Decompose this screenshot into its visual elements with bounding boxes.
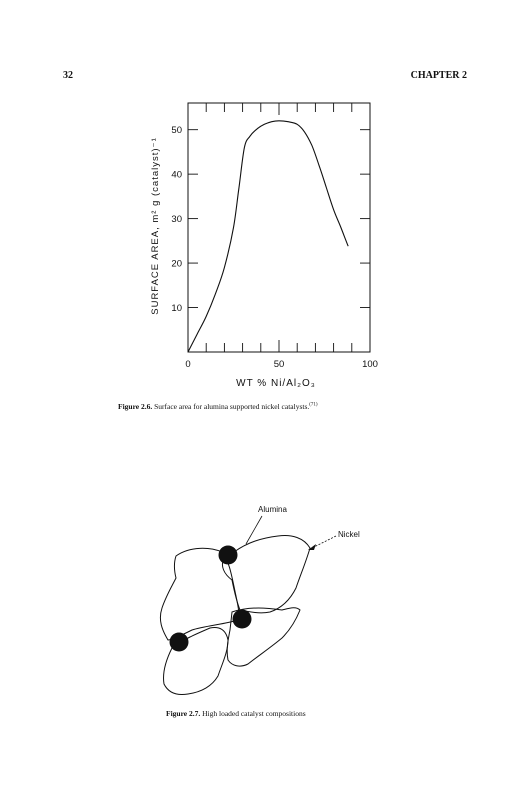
x-axis-label: WT % Ni/Al₂O₃ <box>236 378 316 389</box>
x-tick-label: 50 <box>273 359 285 370</box>
y-tick-label: 20 <box>171 258 182 270</box>
alumina-label: Alumina <box>258 505 287 514</box>
x-tick-label: 100 <box>362 359 378 370</box>
alumina-particle-upper-right <box>222 536 310 613</box>
nickel-particle-top <box>219 546 238 565</box>
nickel-particle-left <box>170 633 189 652</box>
page-number: 32 <box>63 70 73 81</box>
figure-2-6-text: Surface area for alumina supported nickel catalysts. <box>154 402 310 411</box>
figure-2-6-ref: (71) <box>309 402 318 408</box>
figure-2-7-label: Figure 2.7. <box>166 709 201 718</box>
nickel-label: Nickel <box>338 530 360 539</box>
nickel-leader-line <box>312 536 336 548</box>
figure-2-7-caption <box>166 709 306 718</box>
y-axis-label: SURFACE AREA, m² g (catalyst)⁻¹ <box>150 137 161 315</box>
y-tick-label: 30 <box>171 214 182 226</box>
y-tick-label: 40 <box>171 169 182 181</box>
figure-2-7-text: High loaded catalyst compositions <box>202 709 306 718</box>
y-tick-label: 10 <box>171 303 182 315</box>
chapter-label: CHAPTER 2 <box>410 70 467 81</box>
figure-2-6-label: Figure 2.6. <box>118 402 153 411</box>
nickel-particle-middle <box>233 610 252 629</box>
x-tick-label: 0 <box>185 359 191 370</box>
y-tick-label: 50 <box>171 125 182 137</box>
